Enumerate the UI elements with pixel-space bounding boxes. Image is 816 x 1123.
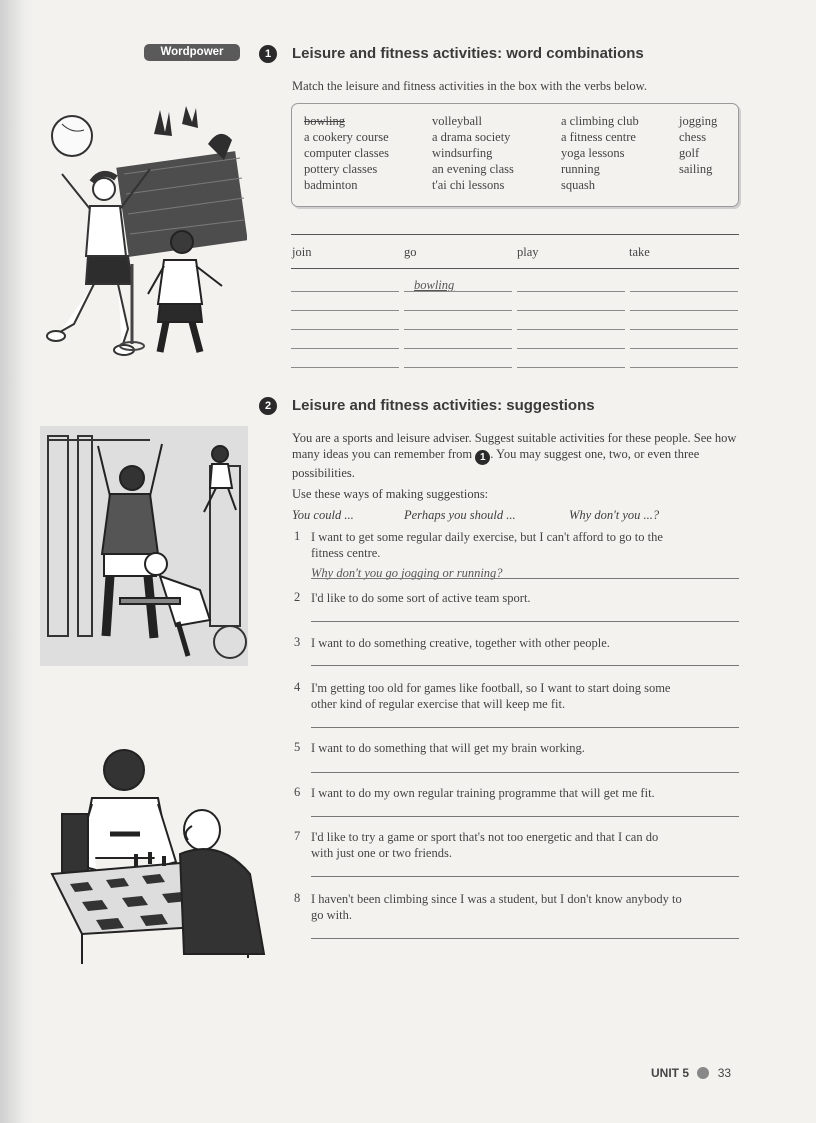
word-item: bowling <box>304 114 345 128</box>
section-2-title: Leisure and fitness activities: suggestions <box>292 397 595 414</box>
activities-word-box <box>291 103 739 207</box>
word-item: chess <box>679 130 707 144</box>
verb-header-play: play <box>517 245 539 259</box>
example-answer: bowling <box>414 278 455 292</box>
question-number: 5 <box>294 740 301 754</box>
word-item: badminton <box>304 178 358 192</box>
section-1-reference: 1 <box>475 450 490 465</box>
word-item: yoga lessons <box>561 146 625 160</box>
answer-line-3 <box>311 665 739 666</box>
question-line: go with. <box>311 908 352 922</box>
question-number: 2 <box>294 590 301 604</box>
intro-text-part-2: . You may suggest one, two, or even three possibilities. <box>292 447 700 480</box>
verb-answer-line <box>404 329 512 330</box>
verb-header-take: take <box>629 245 650 259</box>
question-text <box>311 785 745 801</box>
word-item: running <box>561 162 600 176</box>
question-text <box>311 740 745 756</box>
question-number: 6 <box>294 785 301 799</box>
table-header-rule <box>291 268 739 269</box>
word-item: a cookery course <box>304 130 389 144</box>
question-text <box>311 891 745 923</box>
word-item: t'ai chi lessons <box>432 178 505 192</box>
verb-answer-line <box>630 310 738 311</box>
suggestion-form-3: Why don't you ...? <box>569 508 660 522</box>
verb-header-join: join <box>292 245 312 259</box>
verb-answer-line <box>630 291 738 292</box>
question-line: I'd like to do some sort of active team sport. <box>311 591 531 605</box>
verb-answer-line <box>404 367 512 368</box>
table-top-rule <box>291 234 739 235</box>
question-line: with just one or two friends. <box>311 846 452 860</box>
verb-answer-line <box>630 367 738 368</box>
question-text <box>311 829 745 861</box>
question-line: I want to do my own regular training programme that will get me fit. <box>311 786 655 800</box>
word-item: a drama society <box>432 130 511 144</box>
footer-dot-icon <box>697 1067 709 1079</box>
verb-header-go: go <box>404 245 417 259</box>
word-item: volleyball <box>432 114 482 128</box>
answer-line-6 <box>311 816 739 817</box>
footer <box>651 1066 731 1080</box>
suggestion-form-2: Perhaps you should ... <box>404 508 516 522</box>
word-item: golf <box>679 146 700 160</box>
verb-answer-line <box>291 367 399 368</box>
verb-answer-line <box>291 329 399 330</box>
section-2-intro <box>292 430 738 481</box>
word-item: computer classes <box>304 146 390 160</box>
suggestion-form-1: You could ... <box>292 508 354 522</box>
question-number: 7 <box>294 829 301 843</box>
answer-line-7 <box>311 876 739 877</box>
chess-illustration <box>42 734 268 968</box>
question-text <box>311 680 745 712</box>
page-gutter-shadow <box>0 0 34 1123</box>
question-line: I want to do something that will get my brain working. <box>311 741 585 755</box>
wordpower-badge: Wordpower <box>144 44 240 61</box>
verb-answer-line <box>517 291 625 292</box>
word-item: a fitness centre <box>561 130 636 144</box>
page-number: 33 <box>717 1066 732 1080</box>
word-item: a climbing club <box>561 114 639 128</box>
word-item: windsurfing <box>432 146 493 160</box>
verb-answer-line <box>517 348 625 349</box>
question-number: 4 <box>294 680 301 694</box>
word-item: sailing <box>679 162 713 176</box>
verb-answer-line <box>291 310 399 311</box>
word-item: an evening class <box>432 162 514 176</box>
answer-line-4 <box>311 727 739 728</box>
question-number: 3 <box>294 635 301 649</box>
question-line: I'm getting too old for games like football, so I want to start doing some <box>311 681 671 695</box>
section-1-instruction: Match the leisure and fitness activities in the box with the verbs below. <box>292 79 648 93</box>
verb-answer-line <box>517 310 625 311</box>
answer-line-5 <box>311 772 739 773</box>
verb-answer-line <box>630 329 738 330</box>
verb-answer-line <box>517 329 625 330</box>
unit-label: UNIT 5 <box>651 1066 690 1080</box>
verb-answer-line <box>404 291 512 292</box>
gym-illustration <box>40 426 248 666</box>
question-number: 8 <box>294 891 301 905</box>
question-line: I'd like to try a game or sport that's not too energetic and that I can do <box>311 830 659 844</box>
question-number: 1 <box>294 529 301 543</box>
example-suggestion: Why don't you go jogging or running? <box>311 566 503 580</box>
question-line: fitness centre. <box>311 546 381 560</box>
verb-answer-line <box>517 367 625 368</box>
word-column-2 <box>432 113 514 193</box>
word-item: pottery classes <box>304 162 378 176</box>
answer-line-2 <box>311 621 739 622</box>
question-line: I want to get some regular daily exercise, but I can't afford to go to the <box>311 530 663 544</box>
question-text <box>311 529 745 561</box>
section-1-number: 1 <box>259 45 277 63</box>
section-1-title: Leisure and fitness activities: word combinations <box>292 45 644 62</box>
verb-answer-line <box>404 310 512 311</box>
verb-answer-line <box>404 348 512 349</box>
question-text <box>311 635 745 651</box>
answer-line-8 <box>311 938 739 939</box>
word-item: jogging <box>679 114 718 128</box>
verb-answer-line <box>291 348 399 349</box>
use-these-text: Use these ways of making suggestions: <box>292 487 489 501</box>
question-line: other kind of regular exercise that will keep me fit. <box>311 697 566 711</box>
section-2-number: 2 <box>259 397 277 415</box>
verb-answer-line <box>630 348 738 349</box>
volleyball-illustration <box>32 104 247 360</box>
word-column-3 <box>561 113 639 193</box>
intro-text-part-1: You are a sports and leisure adviser. Suggest suitable activities for these people. See how many ideas you can remember from <box>292 431 737 461</box>
answer-line-1 <box>311 578 739 579</box>
question-line: I want to do something creative, together with other people. <box>311 636 610 650</box>
word-item: squash <box>561 178 596 192</box>
word-column-1 <box>304 113 389 193</box>
question-text <box>311 590 745 606</box>
word-column-4 <box>679 113 717 177</box>
question-line: I haven't been climbing since I was a student, but I don't know anybody to <box>311 892 682 906</box>
verb-answer-line <box>291 291 399 292</box>
